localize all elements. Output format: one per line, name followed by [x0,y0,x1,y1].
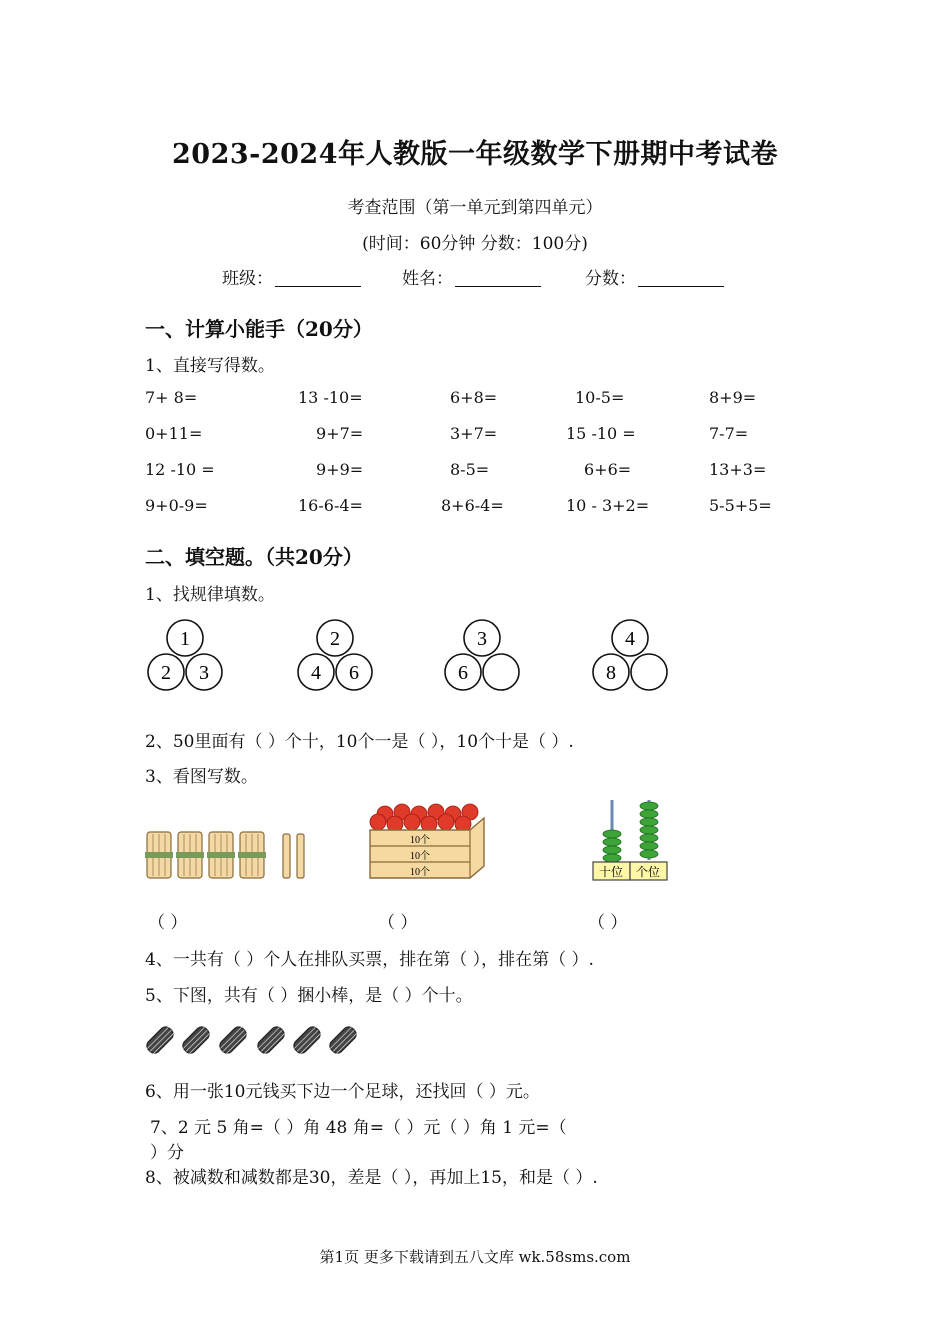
section2-question4: 4、一共有（ ）个人在排队买票，排在第（ ），排在第（ ）. [145,950,594,970]
crate-label: 10个 [410,867,430,878]
circle-num: 6 [349,662,359,684]
circle-num: 3 [477,628,487,650]
calc-item: 12 -10 = [145,460,215,479]
calc-item: 0+11= [145,424,203,443]
answer-paren-sticks[interactable]: （ ） [148,913,188,933]
circle-group-2 [298,620,372,690]
calc-item: 16-6-4= [298,496,363,515]
calc-item: 7+ 8= [145,388,198,407]
circle-group-1 [148,620,222,690]
circle-num: 3 [199,662,209,684]
circle-num: 1 [180,628,190,650]
calc-item: 13+3= [709,460,767,479]
calc-item: 10-5= [575,388,625,407]
circle-group-3 [445,620,519,690]
calc-item: 8-5= [450,460,490,479]
section2-question7: 7、2 元 5 角=（ ）角 48 角=（ ）元（ ）角 1 元=（ [150,1118,567,1138]
time-and-score: (时间：60分钟 分数：100分) [362,234,588,254]
circle-num: 4 [311,662,321,684]
section2-question8: 8、被减数和减数都是30，差是（ ），再加上15，和是（ ）. [145,1168,598,1188]
crate-label: 10个 [410,835,430,846]
abacus-label: 个位 [635,865,661,879]
apple-crate-figure [370,804,484,878]
section2-question7-cont: ）分 [150,1143,184,1163]
circle-num: 6 [458,662,468,684]
circle-num: 4 [625,628,635,650]
calc-item: 8+9= [709,388,757,407]
section2-question1: 1、找规律填数。 [145,585,275,605]
page-title: 2023-2024年人教版一年级数学下册期中考试卷 [172,139,778,170]
answer-paren-abacus[interactable]: （ ） [588,913,628,933]
name-label: 姓名： [402,269,453,289]
circle-num: 2 [161,662,171,684]
exam-scope: 考查范围（第一单元到第四单元） [347,198,603,218]
page-footer: 第1页 更多下载请到五八文库 wk.58sms.com [319,1248,631,1266]
calc-item: 8+6-4= [441,496,504,515]
calc-item: 15 -10 = [566,424,636,443]
crate-label: 10个 [410,851,430,862]
calc-item: 6+6= [584,460,632,479]
section2-question5: 5、下图，共有（ ）捆小棒，是（ ）个十。 [145,986,473,1006]
calc-item: 7-7= [709,424,749,443]
section2-question6: 6、用一张10元钱买下边一个足球，还找回（ ）元。 [145,1082,540,1102]
dark-stick-bundles-figure [144,1024,358,1055]
abacus-figure [593,800,667,880]
score-label: 分数： [585,269,636,289]
circle-num: 2 [330,628,340,650]
circle-num: 8 [606,662,616,684]
calc-item: 9+7= [316,424,364,443]
calc-item: 5-5+5= [709,496,772,515]
calc-item: 9+0-9= [145,496,208,515]
answer-paren-apples[interactable]: （ ） [378,913,418,933]
section2-question3: 3、看图写数。 [145,767,258,787]
section1-heading: 一、计算小能手（20分） [145,317,373,341]
section2-heading: 二、填空题。（共20分） [145,545,363,569]
abacus-label: 十位 [598,865,624,879]
calc-item: 10 - 3+2= [566,496,650,515]
calc-item: 13 -10= [298,388,363,407]
section1-question1: 1、直接写得数。 [145,356,275,376]
calc-item: 3+7= [450,424,498,443]
calc-item: 9+9= [316,460,364,479]
class-label: 班级： [222,269,273,289]
section2-question2: 2、50里面有（ ）个十，10个一是（ ），10个十是（ ）. [145,732,574,752]
stick-bundles-figure [145,832,304,878]
circle-group-4 [593,620,667,690]
calc-item: 6+8= [450,388,498,407]
